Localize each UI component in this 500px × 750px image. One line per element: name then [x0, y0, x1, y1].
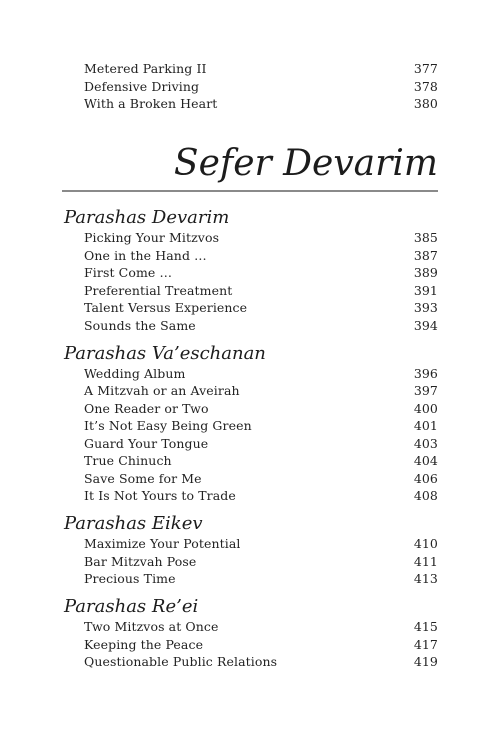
- entry-page-number: 406: [413, 471, 438, 486]
- toc-entry: [84, 636, 438, 654]
- entry-title: It Is Not Yours to Trade: [84, 488, 236, 503]
- entry-page-number: 377: [413, 61, 438, 76]
- section-heading: Parashas Devarim: [64, 207, 230, 228]
- entry-title: It’s Not Easy Being Green: [84, 418, 252, 433]
- toc-entry: [84, 264, 438, 282]
- entry-page-number: 411: [413, 554, 438, 569]
- entry-title: Guard Your Tongue: [84, 436, 209, 451]
- entry-page-number: 378: [413, 79, 438, 94]
- section-heading: Parashas Re’ei: [64, 596, 199, 617]
- entry-page-number: 417: [413, 637, 438, 652]
- toc-entry: [84, 365, 438, 383]
- entry-title: One Reader or Two: [84, 401, 209, 416]
- entry-title: Defensive Driving: [84, 79, 200, 94]
- entry-title: With a Broken Heart: [84, 96, 218, 111]
- toc-entry: [84, 553, 438, 571]
- toc-entry: [84, 299, 438, 317]
- entry-page-number: 404: [413, 453, 438, 468]
- toc-entry: [84, 435, 438, 453]
- entry-page-number: 410: [413, 536, 438, 551]
- entry-page-number: 403: [413, 436, 438, 451]
- entry-title: A Mitzvah or an Aveirah: [84, 383, 240, 398]
- entry-page-number: 400: [413, 401, 438, 416]
- entry-page-number: 389: [413, 265, 438, 280]
- toc-entry: [84, 382, 438, 400]
- entry-page-number: 380: [413, 96, 438, 111]
- entry-page-number: 393: [413, 300, 438, 315]
- entry-page-number: 401: [413, 418, 438, 433]
- entry-page-number: 396: [413, 366, 438, 381]
- toc-entry: [84, 535, 438, 553]
- entry-page-number: 391: [413, 283, 438, 298]
- toc-entry: [84, 417, 438, 435]
- entry-page-number: 419: [413, 654, 438, 669]
- toc-entry: [84, 452, 438, 470]
- entry-title: Preferential Treatment: [84, 283, 233, 298]
- toc-entry: [84, 317, 438, 335]
- toc-entry: [84, 229, 438, 247]
- toc-entry: [84, 570, 438, 588]
- toc-entry: [84, 78, 438, 96]
- toc-entry: [84, 95, 438, 113]
- entry-page-number: 413: [413, 571, 438, 586]
- title-divider: [62, 190, 438, 192]
- toc-entry: [84, 60, 438, 78]
- section-heading: Parashas Va’eschanan: [64, 343, 266, 364]
- entry-title: Precious Time: [84, 571, 176, 586]
- entry-title: Picking Your Mitzvos: [84, 230, 220, 245]
- entry-title: Bar Mitzvah Pose: [84, 554, 197, 569]
- toc-entry: [84, 400, 438, 418]
- entry-title: Wedding Album: [84, 366, 186, 381]
- entry-title: Two Mitzvos at Once: [84, 619, 219, 634]
- entry-title: Maximize Your Potential: [84, 536, 241, 551]
- entry-page-number: 387: [413, 248, 438, 263]
- entry-title: Questionable Public Relations: [84, 654, 278, 669]
- entry-title: Save Some for Me: [84, 471, 202, 486]
- entry-title: Sounds the Same: [84, 318, 196, 333]
- book-title: Sefer Devarim: [173, 143, 438, 184]
- toc-entry: [84, 618, 438, 636]
- toc-entry: [84, 282, 438, 300]
- entry-page-number: 394: [413, 318, 438, 333]
- entry-page-number: 408: [413, 488, 438, 503]
- toc-entry: [84, 470, 438, 488]
- toc-entry: [84, 653, 438, 671]
- entry-title: First Come …: [84, 265, 173, 280]
- toc-entry: [84, 487, 438, 505]
- entry-page-number: 385: [413, 230, 438, 245]
- entry-title: Talent Versus Experience: [84, 300, 248, 315]
- entry-title: True Chinuch: [84, 453, 172, 468]
- section-heading: Parashas Eikev: [64, 513, 203, 534]
- entry-title: One in the Hand …: [84, 248, 207, 263]
- entry-page-number: 415: [413, 619, 438, 634]
- entry-title: Keeping the Peace: [84, 637, 204, 652]
- toc-entry: [84, 247, 438, 265]
- entry-title: Metered Parking II: [84, 61, 207, 76]
- entry-page-number: 397: [413, 383, 438, 398]
